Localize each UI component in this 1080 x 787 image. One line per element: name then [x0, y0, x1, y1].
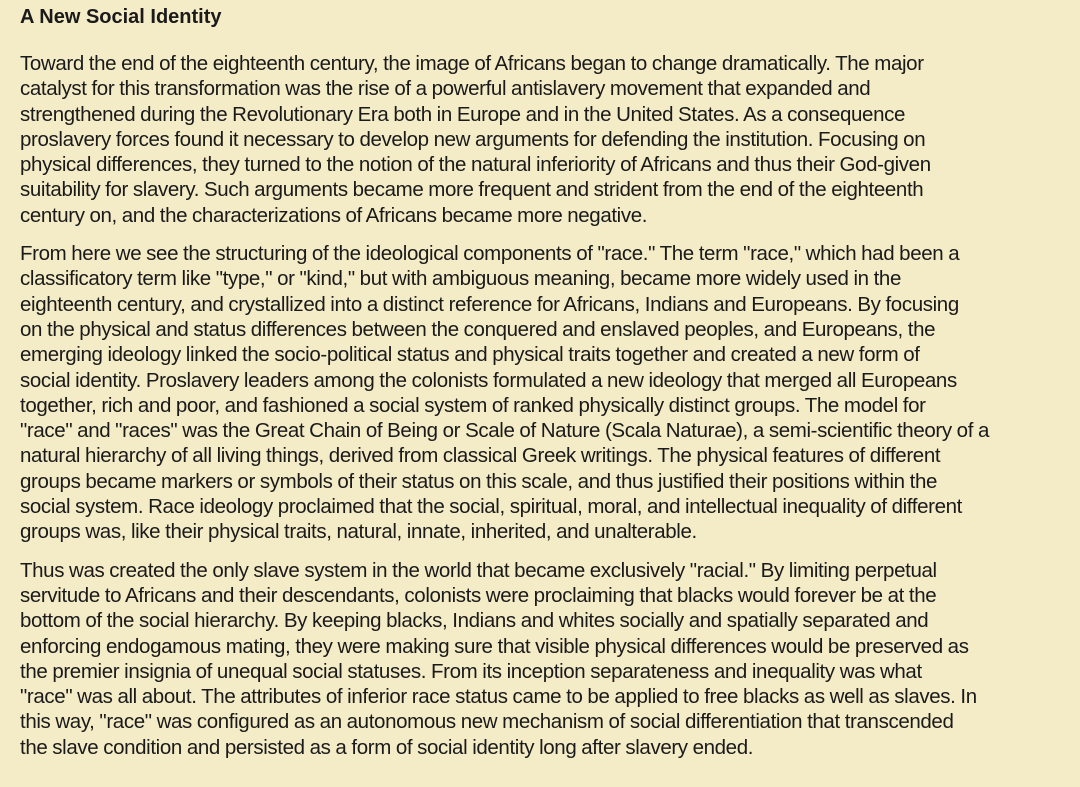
text-line: social system. Race ideology proclaimed that the social, spiritual, moral, and intellectual inequality of different: [20, 495, 962, 519]
text-line: together, rich and poor, and fashioned a social system of ranked physically distinct groups. The model for: [20, 393, 926, 417]
text-line: emerging ideology linked the socio-political status and physical traits together and created a new form of: [20, 343, 920, 367]
text-line: strengthened during the Revolutionary Era both in Europe and in the United States. As a consequence: [20, 102, 906, 126]
text-line: on the physical and status differences between the conquered and enslaved peoples, and Europeans, the: [20, 317, 936, 341]
paragraph-3: [20, 558, 1080, 760]
text-line: this way, "race" was configured as an autonomous new mechanism of social differentiation that transcended: [20, 710, 954, 734]
text-line: suitability for slavery. Such arguments became more frequent and strident from the end of the eighteenth: [20, 178, 924, 202]
text-line: century on, and the characterizations of Africans became more negative.: [20, 203, 648, 227]
text-line: servitude to Africans and their descendants, colonists were proclaiming that blacks would forever be at the: [20, 583, 937, 607]
text-line: catalyst for this transformation was the rise of a powerful antislavery movement that expanded and: [20, 77, 871, 101]
text-line: physical differences, they turned to the notion of the natural inferiority of Africans and thus their God-given: [20, 153, 931, 177]
text-line: social identity. Proslavery leaders among the colonists formulated a new ideology that merged all Europeans: [20, 368, 957, 392]
paragraph-1: [20, 51, 1080, 228]
text-line: enforcing endogamous mating, they were making sure that visible physical differences would be preserved as: [20, 634, 969, 658]
text-line: "race" was all about. The attributes of inferior race status came to be applied to free blacks as well as slaves. In: [20, 685, 977, 709]
paragraph-2: [20, 241, 1080, 545]
text-line: classificatory term like "type," or "kind," but with ambiguous meaning, became more widely used in the: [20, 267, 901, 291]
text-line: bottom of the social hierarchy. By keeping blacks, Indians and whites socially and spatially separated and: [20, 609, 929, 633]
section-title: A New Social Identity: [20, 6, 222, 28]
text-line: Thus was created the only slave system in the world that became exclusively "racial." By limiting perpetual: [20, 558, 937, 582]
text-line: groups was, like their physical traits, natural, innate, inherited, and unalterable.: [20, 520, 697, 544]
document-body: [20, 51, 1080, 760]
text-line: groups became markers or symbols of their status on this scale, and thus justified their positions within the: [20, 469, 938, 493]
text-line: From here we see the structuring of the ideological components of "race." The term "race," which had been a: [20, 242, 960, 266]
text-line: the slave condition and persisted as a form of social identity long after slavery ended.: [20, 735, 754, 759]
text-line: proslavery forces found it necessary to develop new arguments for defending the institution. Focusing on: [20, 127, 926, 151]
text-line: the premier insignia of unequal social statuses. From its inception separateness and inequality was what: [20, 659, 922, 683]
text-line: eighteenth century, and crystallized into a distinct reference for Africans, Indians and Europeans. By focusing: [20, 292, 959, 316]
text-line: Toward the end of the eighteenth century, the image of Africans began to change dramatically. The major: [20, 52, 924, 75]
text-line: "race" and "races" was the Great Chain of Being or Scale of Nature (Scala Naturae), a semi-scientific theory of a: [20, 419, 989, 443]
text-line: natural hierarchy of all living things, derived from classical Greek writings. The physical features of different: [20, 444, 941, 468]
